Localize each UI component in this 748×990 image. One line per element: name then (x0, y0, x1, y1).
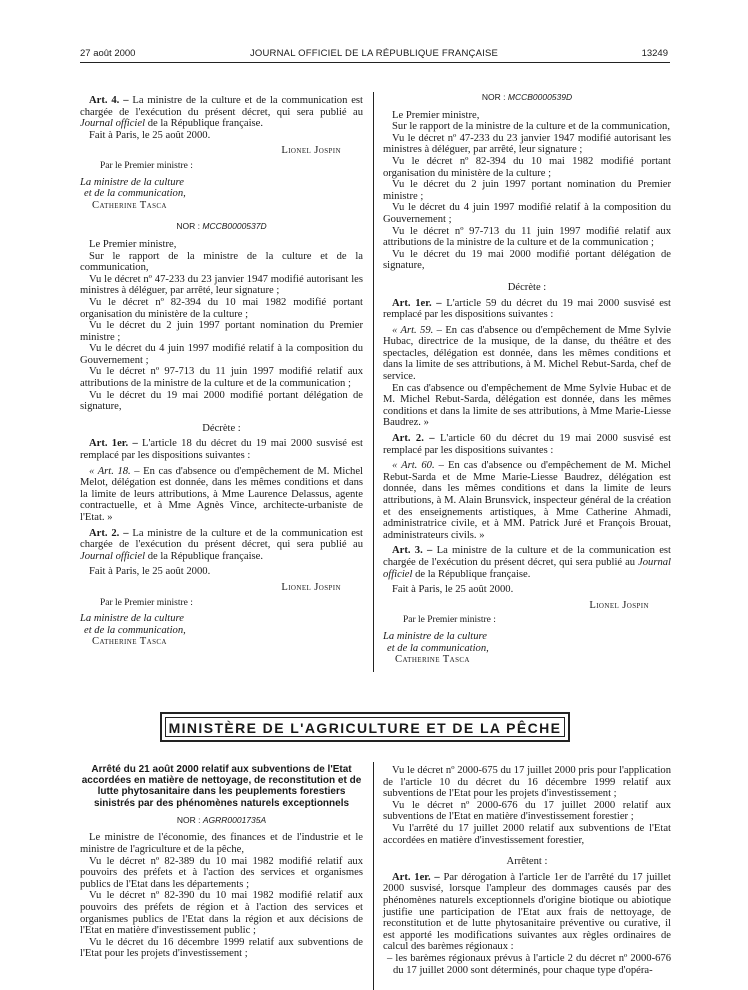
minister-name: Catherine Tasca (92, 199, 167, 211)
decrete-right: Décrète : (507, 281, 547, 293)
art59-paragraph: « Art. 59. – En cas d'absence ou d'empêchement de Mme Sylvie Hubac, directrice de la musique, de la danse, du théâtre et des spectacles, délégation est donnée, dans les mêmes conditions et dans la limite de ses attributions, à M. Michel Rebut-Sarda, chef de service. (383, 324, 671, 383)
ministry-section-title: MINISTÈRE DE L'AGRICULTURE ET DE LA PÊCHE (165, 717, 565, 737)
art60-paragraph: « Art. 60. – En cas d'absence ou d'empêchement de M. Michel Rebut-Sarda et de Mme Marie-Liesse Baudrez, délégation est donnée, dans les mêmes conditions et dans la limite de leurs attributions, à M. Alain Brunsvick, inspecteur général de la création et des enseignements artistiques, à Mme Catherine Ahmadi, administratrice civile, et à MM. Patrick Juré et François Brouat, administrateurs civils. » (383, 460, 671, 541)
right-column-top (383, 92, 671, 666)
column-divider-top (373, 92, 374, 672)
visa-6-right: Vu le décret du 19 mai 2000 modifié portant délégation de signature, (383, 248, 671, 272)
minister-title-1: La ministre de la culture (80, 176, 184, 188)
column-divider-bottom (373, 762, 374, 990)
visa-3-right: Vu le décret du 2 juin 1997 portant nomination du Premier ministre ; (383, 179, 671, 202)
visa-2-right: Vu le décret nº 82-394 du 10 mai 1982 modifié portant organisation du ministère de la culture ; (383, 155, 671, 179)
minister-title-1-right: La ministre de la culture (383, 630, 487, 642)
visa-5-right: Vu le décret nº 97-713 du 11 juin 1997 modifié relatif aux attributions de la ministre de la culture et de la communication ; (383, 225, 671, 249)
arrete-art1: Art. 1er. – Par dérogation à l'article 1er de l'arrêté du 17 juillet 2000 susvisé, lorsque l'ampleur des dommages causés par des phénomènes naturels exceptionnels d'origine biotique ou abiotique justifie une participation de l'Etat aux frais de nettoyage, de reconstitution et de lutte phytosanitaire préventive ou curative, il est apporté les modifications suivantes aux règles ordinaires de calcul des barèmes régionaux : (383, 871, 671, 953)
pm-signature: Lionel Jospin (281, 145, 341, 157)
header-rule (80, 62, 670, 63)
nor-reference-right: NOR : MCCB0000539D (481, 92, 573, 102)
art3-right: Art. 3. – La ministre de la culture et de la communication est chargée de l'exécution du présent décret, qui sera publié au Journal officiel de la République française. (383, 545, 671, 580)
nor-reference-arrete: NOR : AGRR0001735A (176, 814, 267, 825)
art59-paragraph-2: En cas d'absence ou d'empêchement de Mme Sylvie Hubac et de M. Michel Rebut-Sarda, délégation est donnée, dans les mêmes conditions et dans la limite de ses attributions, à Mme Marie-Liesse Baudrez. » (383, 382, 671, 429)
ministry-section-box (160, 712, 570, 742)
minister-title-2-right: et de la communication, (387, 642, 489, 654)
visa-4: Vu le décret du 4 juin 1997 modifié relatif à la composition du Gouvernement ; (80, 343, 363, 366)
art1-right: Art. 1er. – L'article 59 du décret du 19 mai 2000 susvisé est remplacé par les dispositions suivantes : (383, 297, 671, 321)
par-premier-ministre-right: Par le Premier ministre : (403, 615, 496, 626)
rapport-right: Sur le rapport de la ministre de la culture et de la communication, (392, 121, 670, 133)
minister-title-1-b: La ministre de la culture (80, 613, 184, 625)
page-number: 13249 (641, 48, 668, 59)
arrete-visa-2: Vu le décret nº 82-390 du 10 mai 1982 modifié relatif aux pouvoirs des préfets de région et à l'action des services et organismes publics de l'Etat dans la région et aux décisions de l'Etat en matière d'investissement public ; (80, 890, 363, 937)
pm-signature-right: Lionel Jospin (589, 599, 649, 611)
visa-5: Vu le décret nº 97-713 du 11 juin 1997 modifié relatif aux attributions de la ministre de la culture et de la communication ; (80, 366, 363, 390)
premier-ministre-right: Le Premier ministre, (392, 109, 480, 121)
decrete: Décrète : (202, 422, 241, 434)
arrete-bullet: – les barèmes régionaux prévus à l'article 2 du décret nº 2000-676 du 17 juillet 2000 sont déterminés, pour chaque type d'opéra- (387, 952, 671, 976)
arrete-visa-1: Vu le décret nº 82-389 du 10 mai 1982 modifié relatif aux pouvoirs des préfets et à l'action des services et organismes publics de l'Etat dans les départements ; (80, 855, 363, 890)
minister-name-2: Catherine Tasca (92, 636, 167, 648)
journal-title: JOURNAL OFFICIEL DE LA RÉPUBLIQUE FRANÇAISE (249, 48, 499, 59)
nor-reference: NOR : MCCB0000537D (176, 221, 267, 232)
rapport: Sur le rapport de la ministre de la culture et de la communication, (80, 250, 363, 274)
arrete-visa-3: Vu le décret du 16 décembre 1999 relatif aux subventions de l'Etat pour les projets d'investissement ; (80, 936, 363, 960)
pm-signature-2: Lionel Jospin (281, 581, 341, 593)
page-header (80, 48, 668, 62)
arretent: Arrêtent : (506, 856, 548, 868)
arrete-title: Arrêté du 21 août 2000 relatif aux subventions de l'Etat accordées en matière de nettoyage, de reconstitution et de lutte phytosanitaire dans les peuplements forestiers sinistrés par des phénomènes naturels exceptionnels (81, 764, 362, 809)
visa-6: Vu le décret du 19 mai 2000 modifié portant délégation de signature, (80, 389, 363, 413)
art1-paragraph: Art. 1er. – L'article 18 du décret du 19 mai 2000 susvisé est remplacé par les dispositions suivantes : (80, 438, 363, 462)
visa-4-right: Vu le décret du 4 juin 1997 modifié relatif à la composition du Gouvernement ; (383, 202, 671, 225)
visa-1-right: Vu le décret nº 47-233 du 23 janvier 1947 modifié autorisant les ministres à déléguer, par arrêté, leur signature ; (383, 132, 671, 156)
visa-1: Vu le décret nº 47-233 du 23 janvier 1947 modifié autorisant les ministres à déléguer, par arrêté, leur signature ; (80, 273, 363, 297)
premier-ministre: Le Premier ministre, (89, 238, 177, 250)
fait-line-2: Fait à Paris, le 25 août 2000. (89, 566, 211, 578)
par-premier-ministre: Par le Premier ministre : (100, 160, 193, 171)
art2-paragraph: Art. 2. – La ministre de la culture et de la communication est chargée de l'exécution du présent décret, qui sera publié au Journal officiel de la République française. (80, 527, 363, 562)
art4-paragraph: Art. 4. – La ministre de la culture et de la communication est chargée de l'exécution du présent décret, qui sera publié au Journal officiel de la République française. (80, 95, 363, 130)
minister-name-right: Catherine Tasca (395, 654, 470, 666)
left-column-top (80, 95, 363, 648)
minister-title-2-b: et de la communication, (84, 624, 186, 636)
arrete-visa-4: Vu le décret nº 2000-675 du 17 juillet 2000 pris pour l'application de l'article 10 du décret du 16 décembre 1999 relatif aux subventions de l'Etat pour les projets d'investissement ; (383, 765, 671, 800)
art18-paragraph: « Art. 18. – En cas d'absence ou d'empêchement de M. Michel Melot, délégation est donnée, dans les mêmes conditions et dans la limite de leurs attributions, à Mme Laurence Delassus, agente contractuelle, et à Mme Agnès Vince, architecte-urbaniste de l'Etat. » (80, 465, 363, 523)
visa-3: Vu le décret du 2 juin 1997 portant nomination du Premier ministre ; (80, 320, 363, 343)
visa-2: Vu le décret nº 82-394 du 10 mai 1982 modifié portant organisation du ministère de la culture ; (80, 296, 363, 320)
minister-title-2: et de la communication, (84, 188, 186, 200)
par-premier-ministre-2: Par le Premier ministre : (100, 597, 193, 608)
fait-right: Fait à Paris, le 25 août 2000. (392, 584, 514, 596)
arrete-visa-6: Vu l'arrêté du 17 juillet 2000 relatif aux subventions de l'Etat accordées en matière d'investissement forestier, (383, 822, 671, 846)
art2-right: Art. 2. – L'article 60 du décret du 19 mai 2000 susvisé est remplacé par les dispositions suivantes : (383, 433, 671, 456)
issue-date: 27 août 2000 (80, 48, 136, 59)
fait-line: Fait à Paris, le 25 août 2000. (89, 129, 211, 141)
arrete-intro: Le ministre de l'économie, des finances et de l'industrie et le ministre de l'agriculture et de la pêche, (80, 832, 363, 855)
arrete-visa-5: Vu le décret nº 2000-676 du 17 juillet 2000 relatif aux subventions de l'Etat en matière d'investissement forestier ; (383, 799, 671, 823)
left-column-bottom (80, 764, 363, 960)
right-column-bottom (383, 765, 671, 976)
